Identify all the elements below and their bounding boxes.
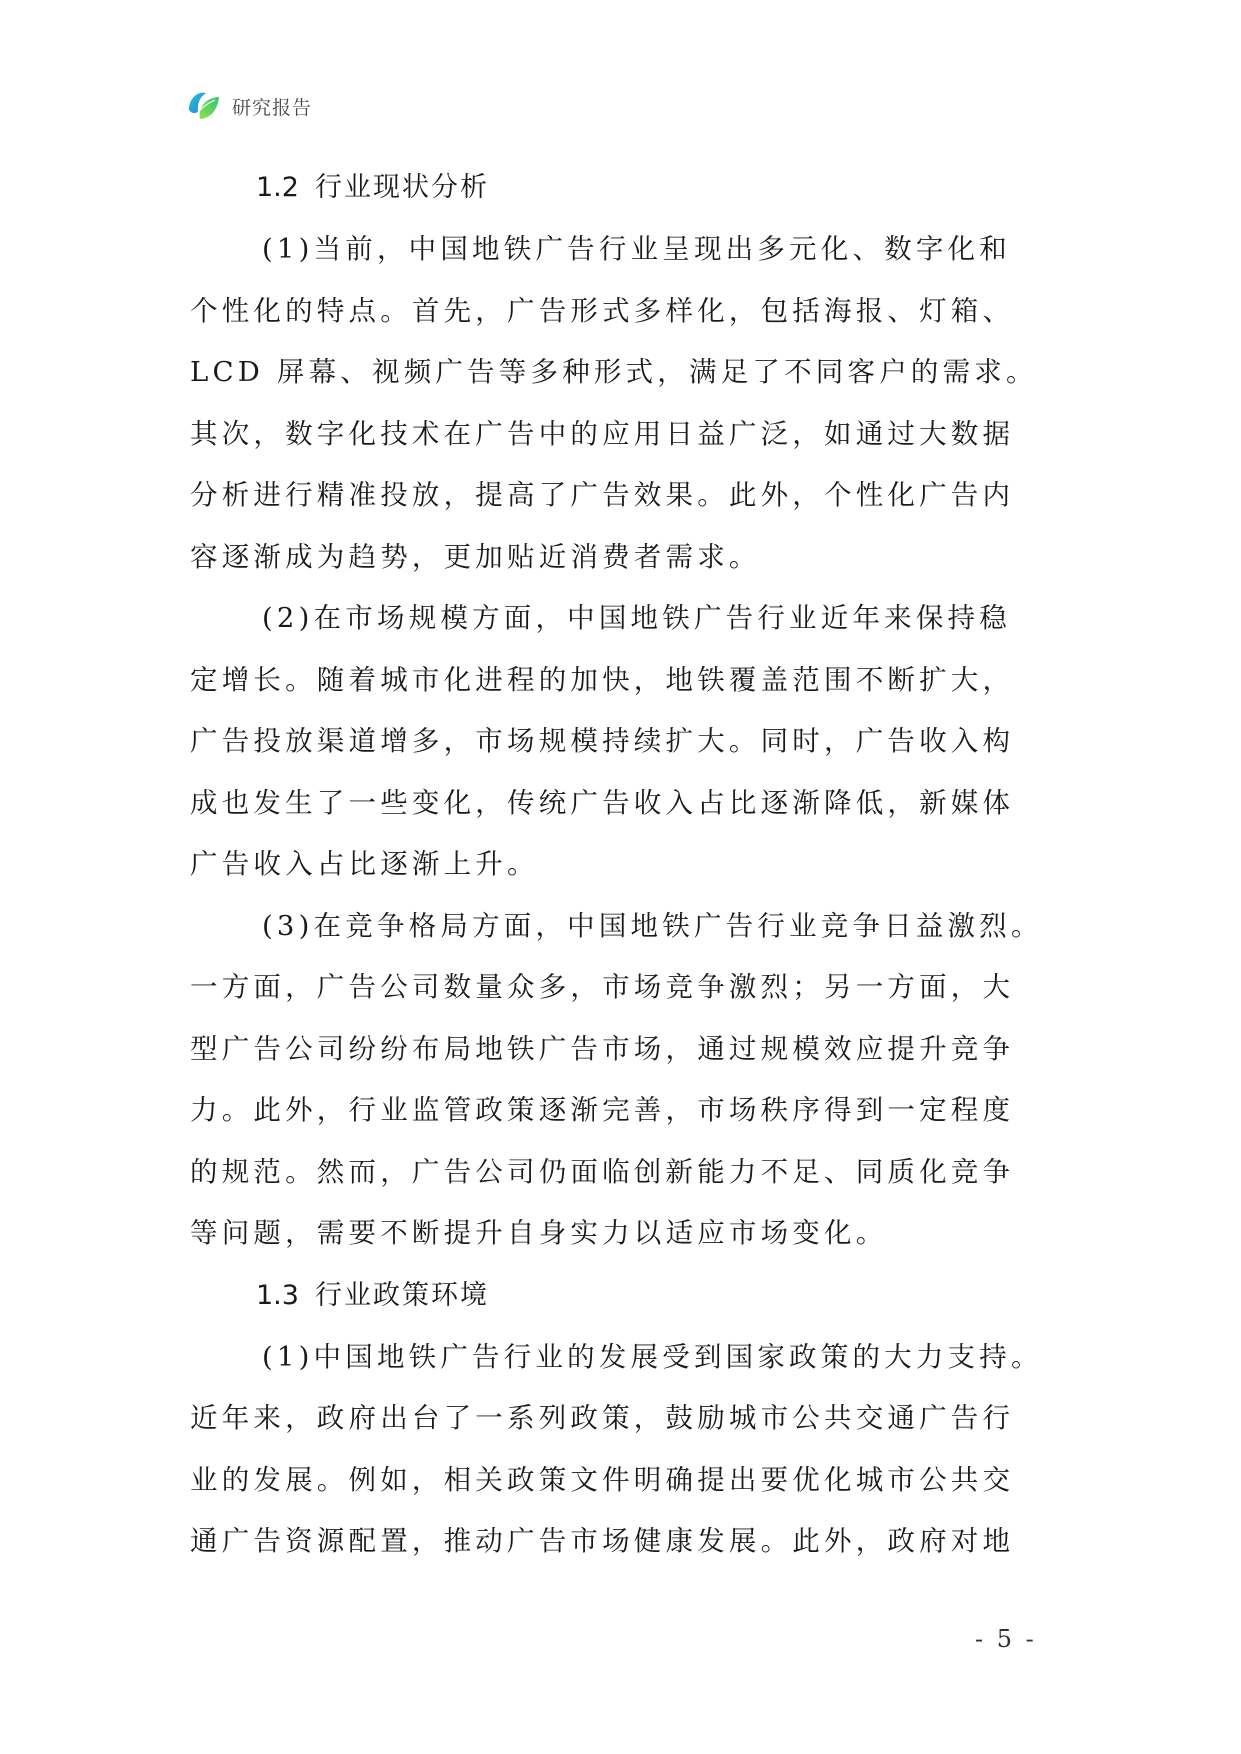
text-line: 广告收入占比逐渐上升。 bbox=[190, 848, 539, 880]
section-title: 行业政策环境 bbox=[314, 1279, 489, 1311]
text-line: 力。此外，行业监管政策逐渐完善，市场秩序得到一定程度 bbox=[190, 1094, 1015, 1126]
text-line: (1)当前，中国地铁广告行业呈现出多元化、数字化和 bbox=[262, 233, 1011, 265]
text-line: 其次，数字化技术在广告中的应用日益广泛，如通过大数据 bbox=[190, 417, 1015, 450]
page-number: - 5 - bbox=[975, 1625, 1037, 1653]
text-line: 容逐渐成为趋势，更加贴近消费者需求。 bbox=[190, 540, 761, 573]
text-line: (1)中国地铁广告行业的发展受到国家政策的大力支持。 bbox=[262, 1340, 1043, 1373]
section-title: 行业现状分析 bbox=[314, 172, 489, 203]
text-line: 个性化的特点。首先，广告形式多样化，包括海报、灯箱、 bbox=[190, 294, 1015, 327]
text-line: 成也发生了一些变化，传统广告收入占比逐渐降低，新媒体 bbox=[190, 786, 1015, 819]
text-line: LCD 屏幕、视频广告等多种形式，满足了不同客户的需求。 bbox=[190, 356, 1038, 388]
text-line: 业的发展。例如，相关政策文件明确提出要优化城市公共交 bbox=[190, 1463, 1015, 1496]
document-body bbox=[190, 157, 1070, 1573]
page-header bbox=[186, 88, 312, 124]
paragraph-policy bbox=[190, 1327, 1070, 1573]
section-heading-1-2 bbox=[190, 157, 1070, 219]
section-number: 1.2 bbox=[256, 172, 299, 203]
text-line: (3)在竞争格局方面，中国地铁广告行业竞争日益激烈。 bbox=[262, 909, 1043, 942]
text-line: 等问题，需要不断提升自身实力以适应市场变化。 bbox=[190, 1217, 888, 1249]
paragraph-competition bbox=[190, 896, 1070, 1265]
header-title: 研究报告 bbox=[232, 96, 313, 119]
paragraph-market-size bbox=[190, 588, 1070, 896]
section-heading-1-3 bbox=[190, 1265, 1070, 1327]
text-line: 近年来，政府出台了一系列政策，鼓励城市公共交通广告行 bbox=[190, 1402, 1015, 1434]
text-line: (2)在市场规模方面，中国地铁广告行业近年来保持稳 bbox=[262, 602, 1011, 634]
text-line: 的规范。然而，广告公司仍面临创新能力不足、同质化竞争 bbox=[190, 1155, 1015, 1188]
leaf-logo-icon bbox=[186, 88, 222, 124]
paragraph-market-trends bbox=[190, 219, 1070, 588]
text-line: 定增长。随着城市化进程的加快，地铁覆盖范围不断扩大， bbox=[190, 663, 1015, 696]
text-line: 通广告资源配置，推动广告市场健康发展。此外，政府对地 bbox=[190, 1525, 1015, 1557]
text-line: 广告投放渠道增多，市场规模持续扩大。同时，广告收入构 bbox=[190, 725, 1015, 757]
text-line: 型广告公司纷纷布局地铁广告市场，通过规模效应提升竞争 bbox=[190, 1032, 1015, 1065]
text-line: 一方面，广告公司数量众多，市场竞争激烈；另一方面，大 bbox=[190, 971, 1015, 1003]
text-line: 分析进行精准投放，提高了广告效果。此外，个性化广告内 bbox=[190, 479, 1015, 511]
section-number: 1.3 bbox=[256, 1279, 299, 1311]
